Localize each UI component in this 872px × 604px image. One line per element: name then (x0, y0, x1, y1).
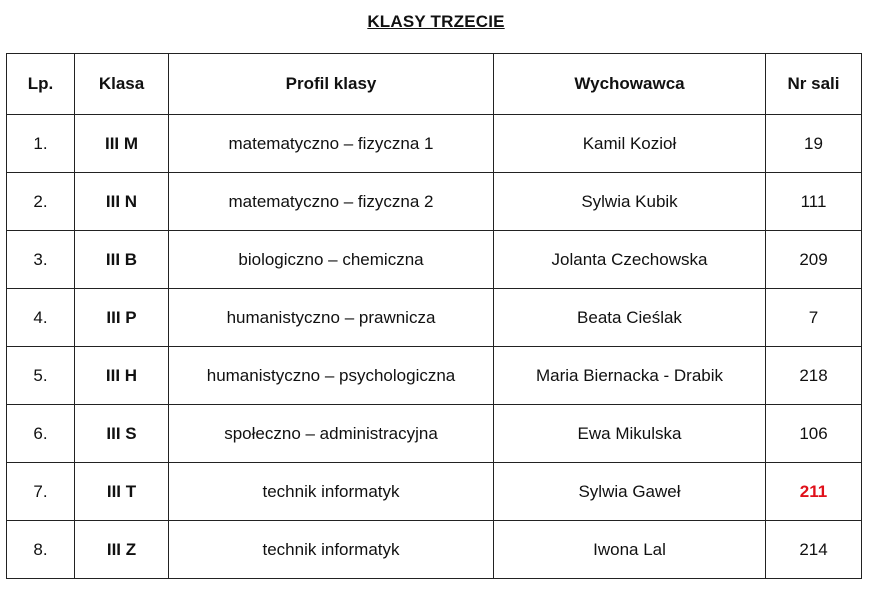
cell-wychowawca: Beata Cieślak (494, 289, 766, 347)
header-klasa: Klasa (75, 54, 169, 115)
cell-klasa: III P (75, 289, 169, 347)
cell-lp: 8. (7, 521, 75, 579)
table-row (7, 231, 862, 289)
cell-klasa: III M (75, 115, 169, 173)
cell-nr-sali: 211 (766, 463, 862, 521)
cell-klasa: III B (75, 231, 169, 289)
table-row (7, 289, 862, 347)
table-row (7, 115, 862, 173)
classes-table (6, 53, 862, 579)
header-lp: Lp. (7, 54, 75, 115)
header-row (7, 54, 862, 115)
cell-klasa: III N (75, 173, 169, 231)
cell-lp: 3. (7, 231, 75, 289)
cell-lp: 2. (7, 173, 75, 231)
header-wychowawca: Wychowawca (494, 54, 766, 115)
table-row (7, 347, 862, 405)
cell-lp: 4. (7, 289, 75, 347)
cell-lp: 5. (7, 347, 75, 405)
cell-profil: biologiczno – chemiczna (169, 231, 494, 289)
cell-wychowawca: Maria Biernacka - Drabik (494, 347, 766, 405)
page-title: KLASY TRZECIE (367, 12, 505, 31)
header-profil: Profil klasy (169, 54, 494, 115)
cell-profil: społeczno – administracyjna (169, 405, 494, 463)
cell-profil: technik informatyk (169, 521, 494, 579)
table-header (7, 54, 862, 115)
cell-profil: humanistyczno – prawnicza (169, 289, 494, 347)
cell-wychowawca: Sylwia Gaweł (494, 463, 766, 521)
cell-wychowawca: Jolanta Czechowska (494, 231, 766, 289)
cell-wychowawca: Kamil Kozioł (494, 115, 766, 173)
cell-klasa: III H (75, 347, 169, 405)
cell-nr-sali: 19 (766, 115, 862, 173)
cell-nr-sali: 218 (766, 347, 862, 405)
cell-wychowawca: Iwona Lal (494, 521, 766, 579)
cell-lp: 1. (7, 115, 75, 173)
cell-profil: humanistyczno – psychologiczna (169, 347, 494, 405)
cell-nr-sali: 209 (766, 231, 862, 289)
cell-profil: technik informatyk (169, 463, 494, 521)
cell-profil: matematyczno – fizyczna 2 (169, 173, 494, 231)
cell-profil: matematyczno – fizyczna 1 (169, 115, 494, 173)
cell-wychowawca: Ewa Mikulska (494, 405, 766, 463)
cell-klasa: III S (75, 405, 169, 463)
table-row (7, 173, 862, 231)
cell-wychowawca: Sylwia Kubik (494, 173, 766, 231)
table-row (7, 463, 862, 521)
cell-nr-sali: 106 (766, 405, 862, 463)
table-body (7, 115, 862, 579)
header-nr-sali: Nr sali (766, 54, 862, 115)
cell-klasa: III T (75, 463, 169, 521)
table-row (7, 405, 862, 463)
cell-lp: 7. (7, 463, 75, 521)
cell-nr-sali: 111 (766, 173, 862, 231)
cell-nr-sali: 7 (766, 289, 862, 347)
cell-nr-sali: 214 (766, 521, 862, 579)
cell-klasa: III Z (75, 521, 169, 579)
cell-lp: 6. (7, 405, 75, 463)
table-row (7, 521, 862, 579)
